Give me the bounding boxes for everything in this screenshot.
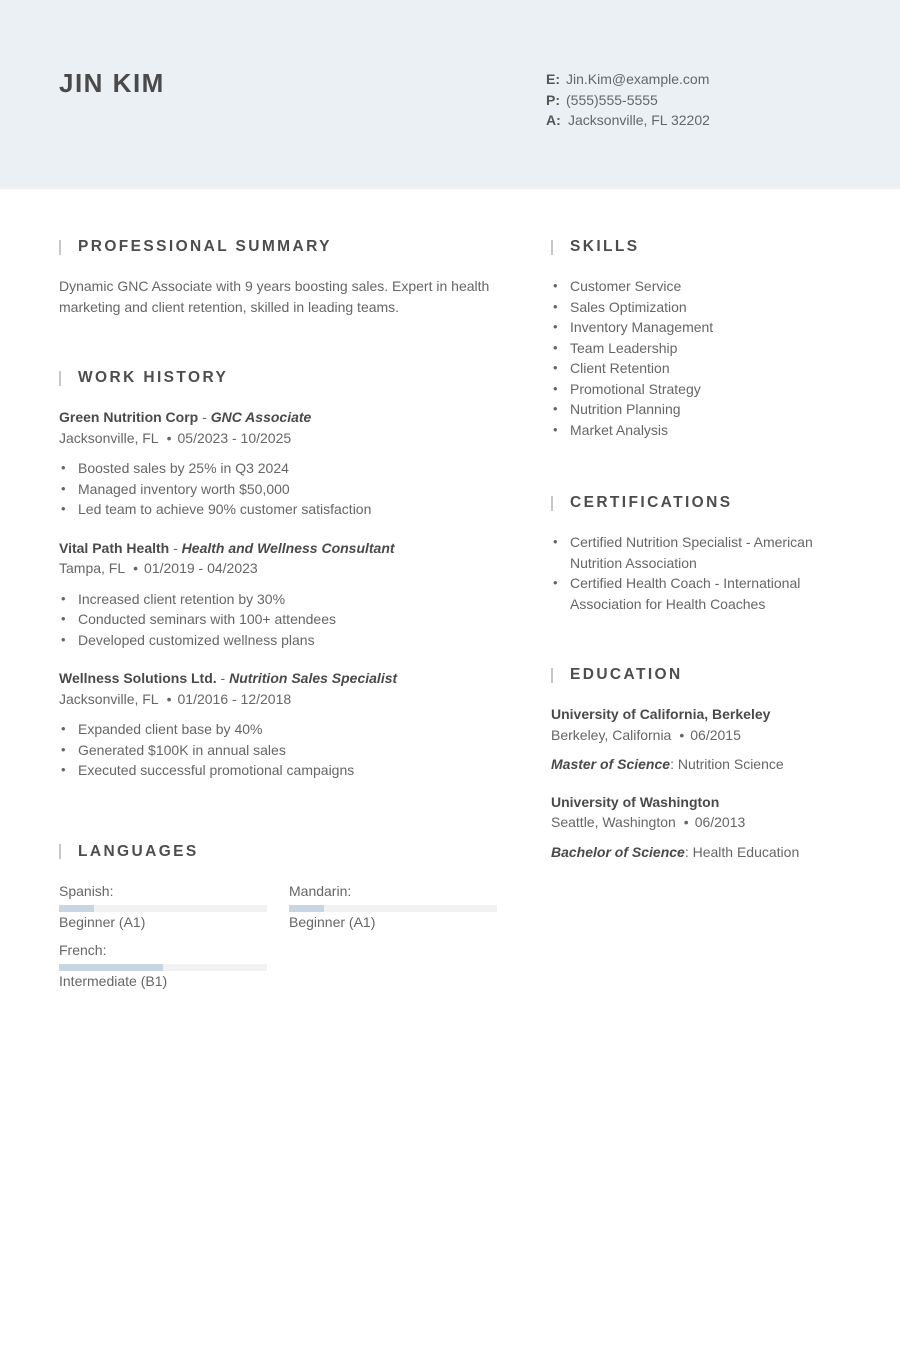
degree-line (551, 754, 851, 775)
job-entry (59, 407, 499, 520)
list-item: • Managed inventory worth $50,000 (59, 479, 499, 500)
degree-name: Master of Science (551, 756, 671, 772)
graduation-date: 06/2015 (690, 726, 741, 743)
section-title (59, 236, 499, 258)
job-dates: 01/2016 - 12/2018 (177, 690, 292, 707)
list-item: • Boosted sales by 25% in Q3 2024 (59, 458, 499, 479)
bullet-dot-icon: • (679, 726, 685, 743)
proficiency-fill (59, 964, 163, 971)
graduation-date: 06/2013 (694, 814, 746, 830)
company-name: Vital Path Health (59, 539, 170, 556)
bullet-dot-icon: • (133, 560, 139, 576)
candidate-name: JIN KIM (59, 68, 165, 98)
list-item: • Customer Service (551, 276, 851, 297)
proficiency-bar (59, 964, 267, 971)
language-name: French: (59, 941, 107, 958)
job-role: GNC Associate (210, 409, 312, 425)
section-marker-icon (551, 668, 553, 683)
job-location: Jacksonville, FL (59, 429, 159, 446)
summary-text: Dynamic GNC Associate with 9 years boosting sales. Expert in health marketing and client retention, skilled in leading teams. (59, 278, 490, 315)
bullet-dot-icon: • (166, 690, 172, 707)
proficiency-fill (59, 905, 94, 912)
job-meta (59, 428, 499, 449)
language-level: Beginner (A1) (289, 913, 376, 930)
skills-list (551, 276, 851, 440)
section-title (551, 664, 851, 686)
company-name: Wellness Solutions Ltd. (59, 670, 217, 686)
school-location: Seattle, Washington (551, 814, 676, 830)
degree-name: Bachelor of Science (551, 843, 685, 860)
job-dates: 05/2023 - 10/2025 (177, 429, 292, 446)
job-title-line (59, 538, 499, 559)
job-role: Nutrition Sales Specialist (229, 670, 398, 686)
section-title-text: LANGUAGES (78, 842, 199, 860)
language-name: Spanish: (59, 882, 114, 899)
section-marker-icon (59, 240, 61, 255)
job-entry (59, 538, 499, 651)
list-item: • Client Retention (551, 358, 851, 379)
language-item (59, 940, 267, 991)
language-level: Beginner (A1) (59, 913, 146, 930)
section-title (59, 841, 499, 863)
job-entry (59, 668, 499, 781)
section-marker-icon (551, 240, 553, 255)
separator: - (198, 409, 211, 425)
section-title-text: CERTIFICATIONS (570, 494, 733, 511)
school-meta (551, 812, 851, 833)
language-list (59, 881, 499, 991)
section-certifications (551, 492, 851, 614)
section-work-history (59, 367, 499, 781)
section-marker-icon (59, 844, 61, 859)
proficiency-bar (289, 905, 497, 912)
education-entry (551, 792, 851, 863)
contact-email (546, 69, 710, 90)
section-marker-icon (551, 496, 553, 511)
proficiency-fill (289, 905, 324, 912)
section-languages (59, 841, 499, 991)
list-item: • Inventory Management (551, 317, 851, 338)
bullet-dot-icon: • (683, 814, 689, 830)
separator: - (216, 670, 230, 686)
email-value: Jin.Kim@example.com (566, 71, 710, 87)
list-item: • Certified Health Coach - International Association for Health Coaches (551, 573, 851, 614)
list-item: • Developed customized wellness plans (59, 630, 499, 651)
list-item: • Promotional Strategy (551, 379, 851, 400)
section-title-text: EDUCATION (570, 666, 683, 683)
separator: - (169, 539, 182, 556)
list-item: • Certified Nutrition Specialist - American Nutrition Association (551, 532, 851, 573)
section-title (551, 492, 851, 514)
section-title-text: SKILLS (570, 238, 640, 255)
job-meta (59, 558, 499, 579)
section-marker-icon (59, 371, 61, 386)
list-item: • Increased client retention by 30% (59, 589, 499, 610)
list-item: • Market Analysis (551, 420, 851, 441)
education-entry (551, 704, 851, 775)
job-title-line (59, 668, 499, 689)
resume-header (0, 0, 900, 189)
list-item: • Generated $100K in annual sales (59, 740, 499, 761)
list-item: • Executed successful promotional campaigns (59, 760, 499, 781)
list-item: • Sales Optimization (551, 297, 851, 318)
section-education (551, 664, 851, 862)
school-name: University of Washington (551, 793, 720, 810)
phone-value: (555)555-5555 (566, 91, 658, 108)
contact-phone (546, 90, 710, 111)
school-meta (551, 725, 851, 746)
job-dates: 01/2019 - 04/2023 (144, 560, 258, 576)
certifications-list (551, 532, 851, 614)
language-name: Mandarin: (289, 882, 352, 899)
job-title-line (59, 407, 499, 428)
language-item (59, 881, 267, 932)
section-title-text: WORK HISTORY (78, 369, 229, 386)
section-skills (551, 236, 851, 440)
list-item: • Team Leadership (551, 338, 851, 359)
bullet-dot-icon: • (166, 429, 172, 446)
job-bullets (59, 719, 499, 781)
address-label: A: (546, 112, 561, 128)
job-location: Jacksonville, FL (59, 690, 159, 707)
job-bullets (59, 589, 499, 651)
language-item (289, 881, 497, 932)
section-title (59, 367, 499, 389)
proficiency-bar (59, 905, 267, 912)
section-professional-summary (59, 236, 499, 317)
address-value: Jacksonville, FL 32202 (568, 112, 710, 128)
list-item: • Expanded client base by 40% (59, 719, 499, 740)
degree-field: : Health Education (684, 843, 800, 860)
list-item: • Led team to achieve 90% customer satisfaction (59, 499, 499, 520)
section-title (551, 236, 851, 258)
language-level: Intermediate (B1) (59, 972, 168, 989)
job-location: Tampa, FL (59, 560, 126, 576)
list-item: • Nutrition Planning (551, 399, 851, 420)
list-item: • Conducted seminars with 100+ attendees (59, 609, 499, 630)
right-column (551, 236, 851, 862)
school-location: Berkeley, California (551, 726, 672, 743)
contact-info (546, 69, 710, 131)
phone-label: P: (546, 91, 560, 108)
contact-address (546, 110, 710, 131)
email-label: E: (546, 71, 560, 87)
left-column (59, 236, 499, 991)
school-name: University of California, Berkeley (551, 706, 771, 722)
job-meta (59, 689, 499, 710)
degree-line (551, 842, 851, 863)
section-title-text: PROFESSIONAL SUMMARY (78, 238, 332, 255)
job-role: Health and Wellness Consultant (181, 539, 395, 556)
degree-field: : Nutrition Science (670, 756, 784, 772)
company-name: Green Nutrition Corp (59, 409, 199, 425)
job-bullets (59, 458, 499, 520)
